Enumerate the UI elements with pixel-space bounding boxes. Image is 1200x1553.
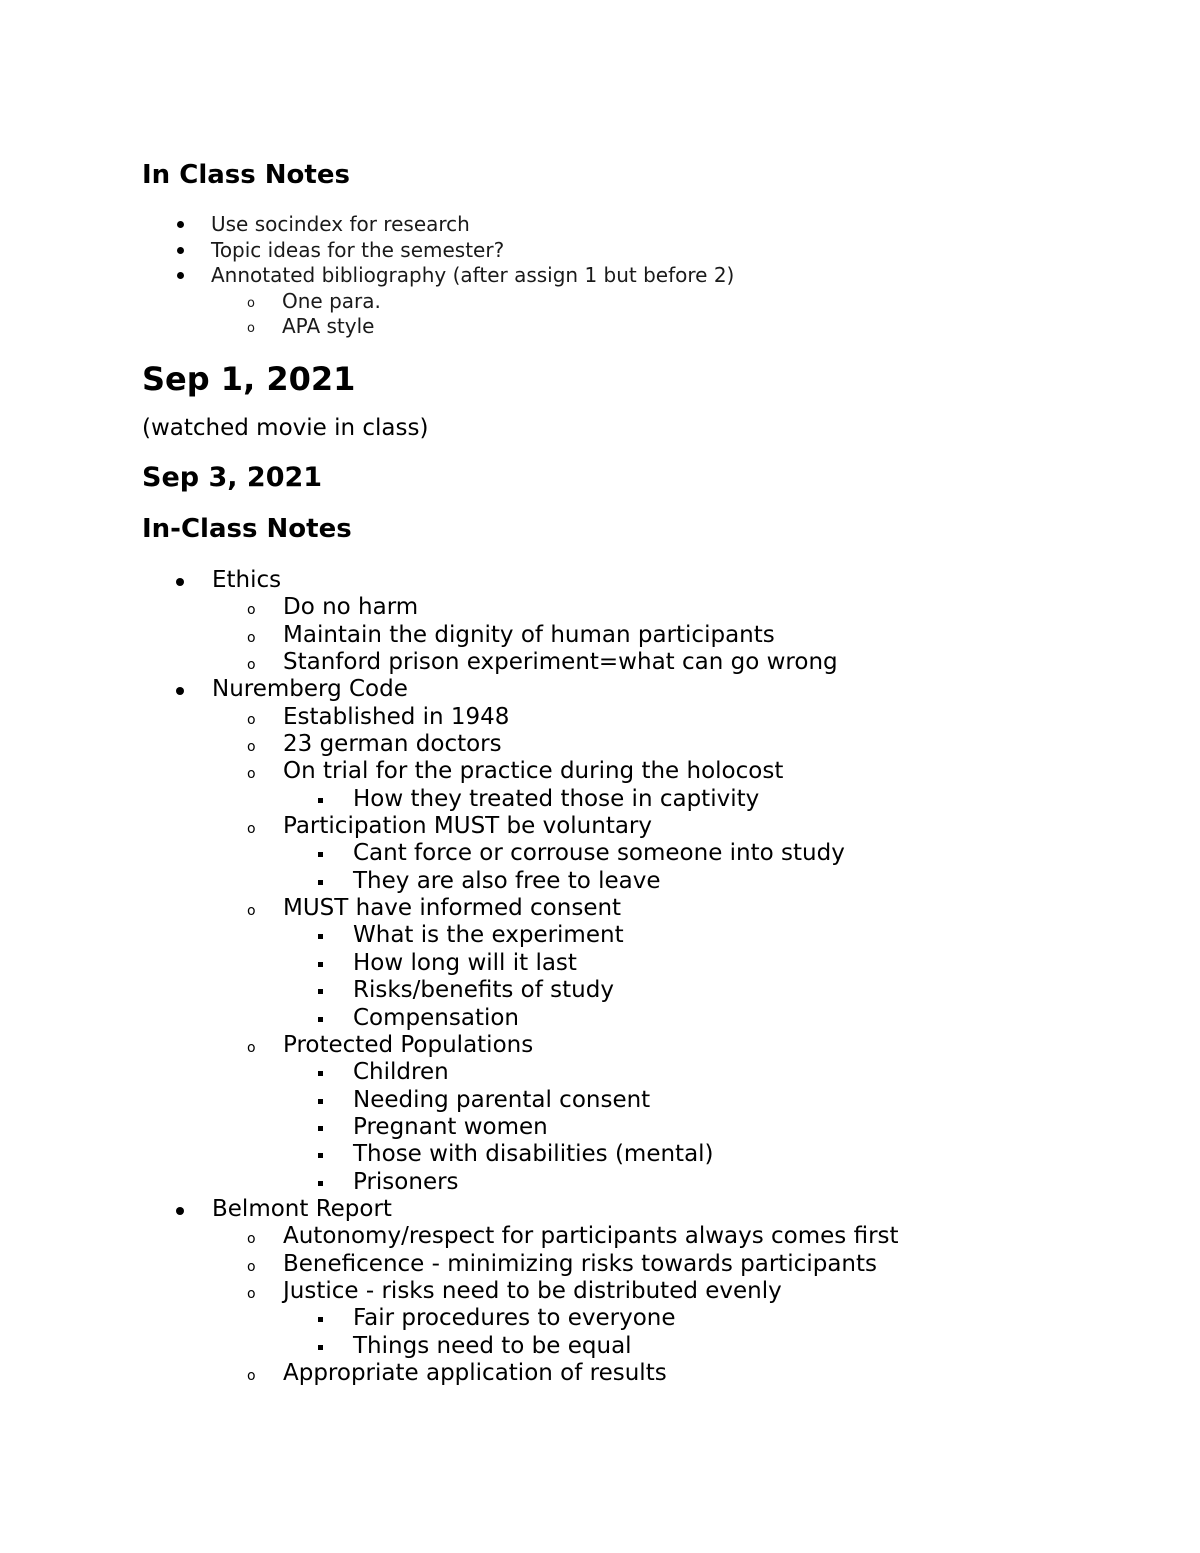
square-bullet-icon [318, 852, 323, 857]
list-item-level-2 [0, 1360, 1200, 1387]
square-bullet-icon [318, 1126, 323, 1131]
square-bullet-icon [318, 962, 323, 967]
list-item-text: Justice - risks need to be distributed evenly [283, 1277, 782, 1304]
list-item-text: • Topic ideas for the semester? [211, 237, 505, 262]
filled-circle-bullet-icon [176, 1207, 184, 1215]
square-bullet-icon [318, 1317, 323, 1322]
square-bullet-icon [318, 1017, 323, 1022]
list-item-text: Do no harm [283, 594, 419, 621]
list-item-text: • Ethics [212, 567, 282, 593]
list-item-text: • Needing parental consent [353, 1086, 651, 1113]
square-bullet-icon [318, 1345, 323, 1350]
list-item-text: • Cant force or corrouse someone into study [353, 840, 845, 867]
notes-list-1 [0, 212, 1200, 340]
list-item-level-3 [0, 1169, 1200, 1196]
list-item-level-3 [0, 840, 1200, 867]
list-item-text: 23 german doctors [283, 731, 502, 758]
list-item-level-2 [0, 704, 1200, 731]
section-heading-in-class-notes-2: In-Class Notes [142, 514, 352, 544]
hollow-o-bullet-icon: • o [247, 1039, 256, 1056]
list-item-level-3 [0, 1141, 1200, 1168]
list-item-text: • Things need to be equal [353, 1332, 632, 1359]
list-item-text: Stanford prison experiment=what can go wrong [283, 649, 838, 676]
hollow-o-bullet-icon: • o [247, 321, 255, 337]
list-item-level-1 [0, 676, 1200, 703]
list-item-text: • What is the experiment [353, 922, 624, 949]
list-item-text: Appropriate application of results [283, 1359, 667, 1386]
hollow-o-bullet-icon: • o [247, 821, 256, 838]
list-item-level-3 [0, 1114, 1200, 1141]
list-item-text: • Annotated bibliography (after assign 1 but before 2) [211, 263, 735, 288]
hollow-o-bullet-icon: • o [247, 1258, 256, 1275]
hollow-o-bullet-icon: • o [247, 629, 256, 646]
filled-circle-bullet-icon [177, 247, 184, 254]
note-paragraph: (watched movie in class) [142, 415, 429, 441]
list-item-level-3 [0, 1305, 1200, 1332]
square-bullet-icon [318, 1153, 323, 1158]
list-item-level-2 [0, 649, 1200, 676]
list-item-text: On trial for the practice during the holocost [283, 758, 784, 785]
list-item-level-2 [0, 622, 1200, 649]
filled-circle-bullet-icon [177, 272, 184, 279]
list-item-text: • How they treated those in captivity [353, 785, 760, 812]
list-item-level-3 [0, 1333, 1200, 1360]
date-heading-sep-1: Sep 1, 2021 [142, 360, 356, 398]
list-item-level-3 [0, 1005, 1200, 1032]
hollow-o-bullet-icon: • o [247, 602, 256, 619]
list-item-text: • Belmont Report [212, 1195, 392, 1222]
list-item-level-3 [0, 977, 1200, 1004]
list-item-text: • Pregnant women [353, 1113, 548, 1140]
hollow-o-bullet-icon: • o [247, 739, 256, 756]
list-item-text: Beneficence - minimizing risks towards participants [283, 1250, 877, 1277]
list-item-level-2 [0, 1032, 1200, 1059]
filled-circle-bullet-icon [177, 221, 184, 228]
square-bullet-icon [318, 1099, 323, 1104]
hollow-o-bullet-icon: • o [247, 711, 256, 728]
list-item-level-3 [0, 786, 1200, 813]
list-item-level-3 [0, 1059, 1200, 1086]
square-bullet-icon [318, 880, 323, 885]
list-item-text: • Those with disabilities (mental) [353, 1141, 714, 1168]
list-item-text: • Children [353, 1059, 449, 1086]
list-item-level-1 [0, 263, 1200, 289]
list-item-text: • How long will it last [353, 949, 577, 976]
list-item-level-2 [0, 594, 1200, 621]
list-item-level-1 [0, 212, 1200, 238]
date-heading-sep-3: Sep 3, 2021 [142, 462, 323, 493]
hollow-o-bullet-icon: • o [247, 657, 256, 674]
list-item-level-1 [0, 567, 1200, 594]
list-item-text: • Fair procedures to everyone [353, 1305, 676, 1332]
list-item-level-2 [0, 314, 1200, 340]
list-item-level-2 [0, 1223, 1200, 1250]
list-item-level-2 [0, 289, 1200, 315]
list-item-level-3 [0, 1087, 1200, 1114]
list-item-text: • Use socindex for research [211, 212, 470, 236]
square-bullet-icon [318, 989, 323, 994]
square-bullet-icon [318, 1181, 323, 1186]
hollow-o-bullet-icon: • o [247, 295, 255, 311]
list-item-text: • Compensation [353, 1004, 519, 1031]
list-item-text: Participation MUST be voluntary [283, 813, 652, 840]
list-item-level-3 [0, 868, 1200, 895]
hollow-o-bullet-icon: • o [247, 1231, 256, 1248]
list-item-level-2 [0, 813, 1200, 840]
list-item-text: APA style [282, 314, 375, 339]
list-item-level-2 [0, 1278, 1200, 1305]
list-item-text: • They are also free to leave [353, 867, 661, 894]
list-item-text: Maintain the dignity of human participants [283, 621, 775, 648]
list-item-level-3 [0, 922, 1200, 949]
list-item-level-3 [0, 950, 1200, 977]
list-item-text: One para. [282, 288, 381, 313]
hollow-o-bullet-icon: • o [247, 903, 256, 920]
hollow-o-bullet-icon: • o [247, 1367, 256, 1384]
hollow-o-bullet-icon: • o [247, 766, 256, 783]
list-item-level-2 [0, 731, 1200, 758]
square-bullet-icon [318, 798, 323, 803]
list-item-text: • Prisoners [353, 1168, 459, 1195]
hollow-o-bullet-icon: • o [247, 1285, 256, 1302]
filled-circle-bullet-icon [176, 578, 184, 586]
list-item-level-2 [0, 758, 1200, 785]
list-item-text: Autonomy/respect for participants always comes first [283, 1223, 899, 1250]
list-item-level-2 [0, 1251, 1200, 1278]
filled-circle-bullet-icon [176, 687, 184, 695]
square-bullet-icon [318, 934, 323, 939]
list-item-text: Protected Populations [283, 1031, 534, 1058]
list-item-text: • Risks/benefits of study [353, 977, 614, 1004]
section-heading-in-class-notes: In Class Notes [142, 160, 350, 190]
list-item-level-2 [0, 895, 1200, 922]
list-item-level-1 [0, 238, 1200, 264]
list-item-text: MUST have informed consent [283, 895, 622, 922]
list-item-level-1 [0, 1196, 1200, 1223]
notes-list-2 [0, 567, 1200, 1387]
list-item-text: • Nuremberg Code [212, 676, 408, 703]
square-bullet-icon [318, 1071, 323, 1076]
list-item-text: Established in 1948 [283, 703, 510, 730]
